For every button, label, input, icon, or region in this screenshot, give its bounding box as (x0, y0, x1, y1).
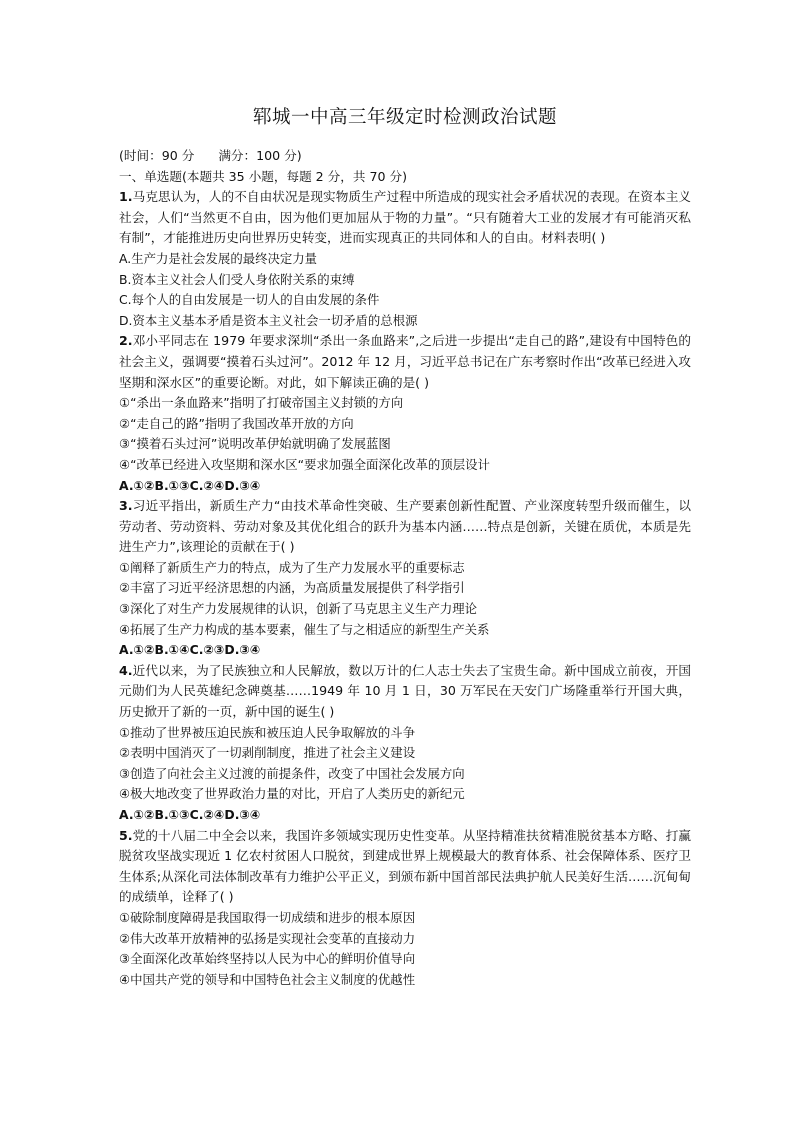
option: A.生产力是社会发展的最终决定力量 (119, 250, 318, 266)
option: C.每个人的自由发展是一切人的自由发展的条件 (119, 292, 380, 308)
question-text: 党的十八届二中全会以来，我国许多领域实现历史性变革。从坚持精准扶贫精准脱贫基本方略、打赢脱贫攻坚战实现近 1 亿农村贫困人口脱贫，到建成世界上规模最大的教育体系、社会保障体系、医疗卫生体系;从深化司法体制改革有力维护公平正义，到颁布新中国首部民法典护航人民美好生活……沉甸甸的成绩单，诠释了( ) (119, 827, 691, 905)
statement: ①阐释了新质生产力的特点，成为了生产力发展水平的重要标志 (119, 559, 465, 575)
statement: ①“杀出一条血路来”指明了打破帝国主义封锁的方向 (119, 395, 404, 411)
question-4 (119, 661, 691, 826)
question-text: 近代以来，为了民族独立和人民解放，数以万计的仁人志士失去了宝贵生命。新中国成立前夜，开国元勋们为人民英雄纪念碑奠基……1949 年 10 月 1 日，30 万军民在天安门广场隆重举行开国大典，历史掀开了新的一页，新中国的诞生( ) (119, 662, 691, 720)
statement: ①破除制度障碍是我国取得一切成绩和进步的根本原因 (119, 909, 416, 925)
answer-choices: A.①②B.①④C.②③D.③④ (119, 642, 261, 658)
question-3 (119, 496, 691, 661)
statement: ④极大地改变了世界政治力量的对比，开启了人类历史的新纪元 (119, 786, 465, 802)
statement: ③全面深化改革始终坚持以人民为中心的鲜明价值导向 (119, 951, 416, 967)
statement: ③“摸着石头过河”说明改革伊始就明确了发展蓝图 (119, 436, 391, 452)
exam-time: (时间：90 分 (119, 148, 195, 163)
answer-choices: A.①②B.①③C.②④D.③④ (119, 807, 261, 822)
statement: ②伟大改革开放精神的弘扬是实现社会变革的直接动力 (119, 930, 416, 946)
question-number: 3. (119, 498, 133, 514)
exam-score: 满分：100 分) (218, 148, 302, 163)
question-stem (119, 331, 691, 393)
question-number: 1. (119, 189, 133, 205)
question-text: 马克思认为，人的不自由状况是现实物质生产过程中所造成的现实社会矛盾状况的表现。在资本主义社会，人们“当然更不自由，因为他们更加屈从于物的力量”。“只有随着大工业的发展才有可能消灭私有制”，才能推进历史向世界历史转变，进而实现真正的共同体和人的自由。材料表明( ) (119, 189, 691, 246)
question-number: 4. (119, 662, 133, 678)
option: D.资本主义基本矛盾是资本主义社会一切矛盾的总根源 (119, 312, 418, 328)
question-stem (119, 496, 691, 558)
question-text: 邓小平同志在 1979 年要求深圳“杀出一条血路来”,之后进一步提出“走自己的路”,建设有中国特色的社会主义，强调要“摸着石头过河”。2012 年 12 月，习近平总书记在广东考察时作出“改革已经进入攻坚期和深水区”的重要论断。对此，如下解读正确的是( ) (119, 333, 691, 390)
section-heading: 一、单选题(本题共 35 小题，每题 2 分，共 70 分) (119, 168, 408, 184)
statement: ④“改革已经进入攻坚期和深水区“要求加强全面深化改革的顶层设计 (119, 456, 490, 472)
page-title: 郓城一中高三年级定时检测政治试题 (252, 107, 557, 128)
question-5 (119, 826, 691, 991)
exam-meta (119, 146, 691, 167)
question-stem (119, 187, 691, 249)
question-number: 2. (119, 333, 133, 349)
statement: ④拓展了生产力构成的基本要素，催生了与之相适应的新型生产关系 (119, 621, 490, 637)
statement: ②表明中国消灭了一切剥削制度，推进了社会主义建设 (119, 745, 416, 761)
statement: ③创造了向社会主义过渡的前提条件，改变了中国社会发展方向 (119, 765, 465, 781)
question-stem (119, 826, 691, 908)
statement: ②丰富了习近平经济思想的内涵，为高质量发展提供了科学指引 (119, 580, 465, 596)
question-2 (119, 331, 691, 496)
question-number: 5. (119, 827, 133, 843)
exam-page (119, 104, 691, 990)
statement: ①推动了世界被压迫民族和被压迫人民争取解放的斗争 (119, 724, 416, 740)
statement: ④中国共产党的领导和中国特色社会主义制度的优越性 (119, 971, 416, 987)
question-1 (119, 187, 691, 331)
statement: ③深化了对生产力发展规律的认识，创新了马克思主义生产力理论 (119, 601, 478, 617)
answer-choices: A.①②B.①③C.②④D.③④ (119, 477, 261, 493)
option: B.资本主义社会人们受人身依附关系的束缚 (119, 271, 355, 287)
question-text: 习近平指出，新质生产力“由技术革命性突破、生产要素创新性配置、产业深度转型升级而催生，以劳动者、劳动资料、劳动对象及其优化组合的跃升为基本内涵……特点是创新，关键在质优，本质是先进生产力”,该理论的贡献在于( ) (119, 498, 691, 555)
question-stem (119, 661, 691, 723)
statement: ②“走自己的路”指明了我国改革开放的方向 (119, 415, 354, 431)
